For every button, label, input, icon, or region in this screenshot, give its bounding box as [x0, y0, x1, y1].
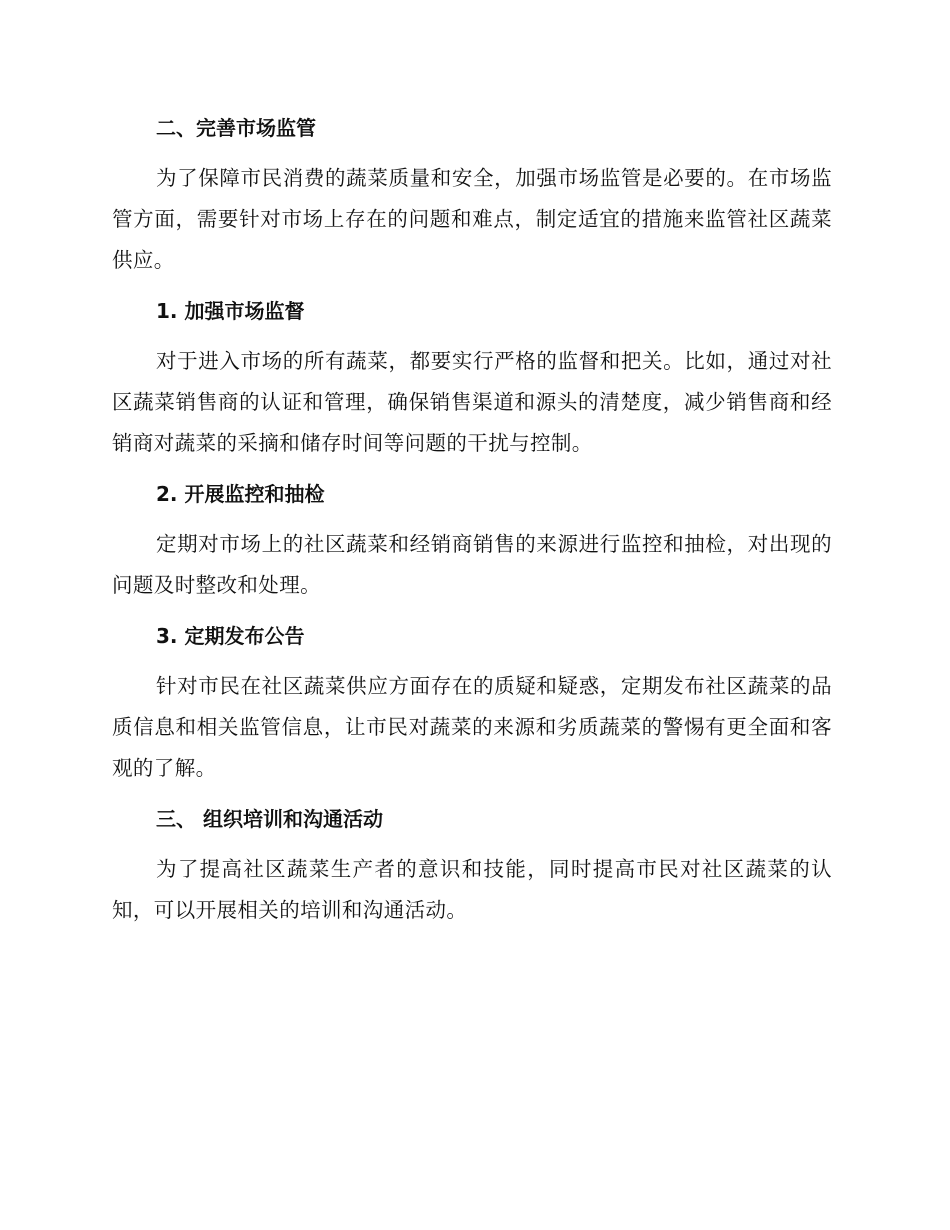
subheading-monitoring-inspection: 2. 开展监控和抽检	[156, 482, 325, 506]
paragraph-market-supervision-intro: 为了保障市民消费的蔬菜质量和安全，加强市场监管是必要的。在市场监管方面，需要针对市场上存在的问题和难点，制定适宜的措施来监管社区蔬菜供应。	[112, 166, 832, 272]
subheading-strengthen-supervision: 1. 加强市场监督	[156, 299, 305, 323]
paragraph-publish-announcements: 针对市民在社区蔬菜供应方面存在的质疑和疑惑，定期发布社区蔬菜的品质信息和相关监管信息，让市民对蔬菜的来源和劣质蔬菜的警惕有更全面和客观的了解。	[112, 674, 832, 780]
document-page	[112, 108, 832, 941]
paragraph-training-communication: 为了提高社区蔬菜生产者的意识和技能，同时提高市民对社区蔬菜的认知，可以开展相关的培训和沟通活动。	[112, 857, 832, 922]
subheading-publish-announcements: 3. 定期发布公告	[156, 624, 305, 648]
paragraph-strengthen-supervision: 对于进入市场的所有蔬菜，都要实行严格的监督和把关。比如，通过对社区蔬菜销售商的认证和管理，确保销售渠道和源头的清楚度，减少销售商和经销商对蔬菜的采摘和储存时间等问题的干扰与控制。	[112, 349, 832, 455]
paragraph-monitoring-inspection: 定期对市场上的社区蔬菜和经销商销售的来源进行监控和抽检，对出现的问题及时整改和处理。	[112, 532, 832, 597]
section-heading-training-communication: 三、 组织培训和沟通活动	[156, 807, 383, 831]
section-heading-market-supervision: 二、完善市场监管	[156, 116, 316, 140]
